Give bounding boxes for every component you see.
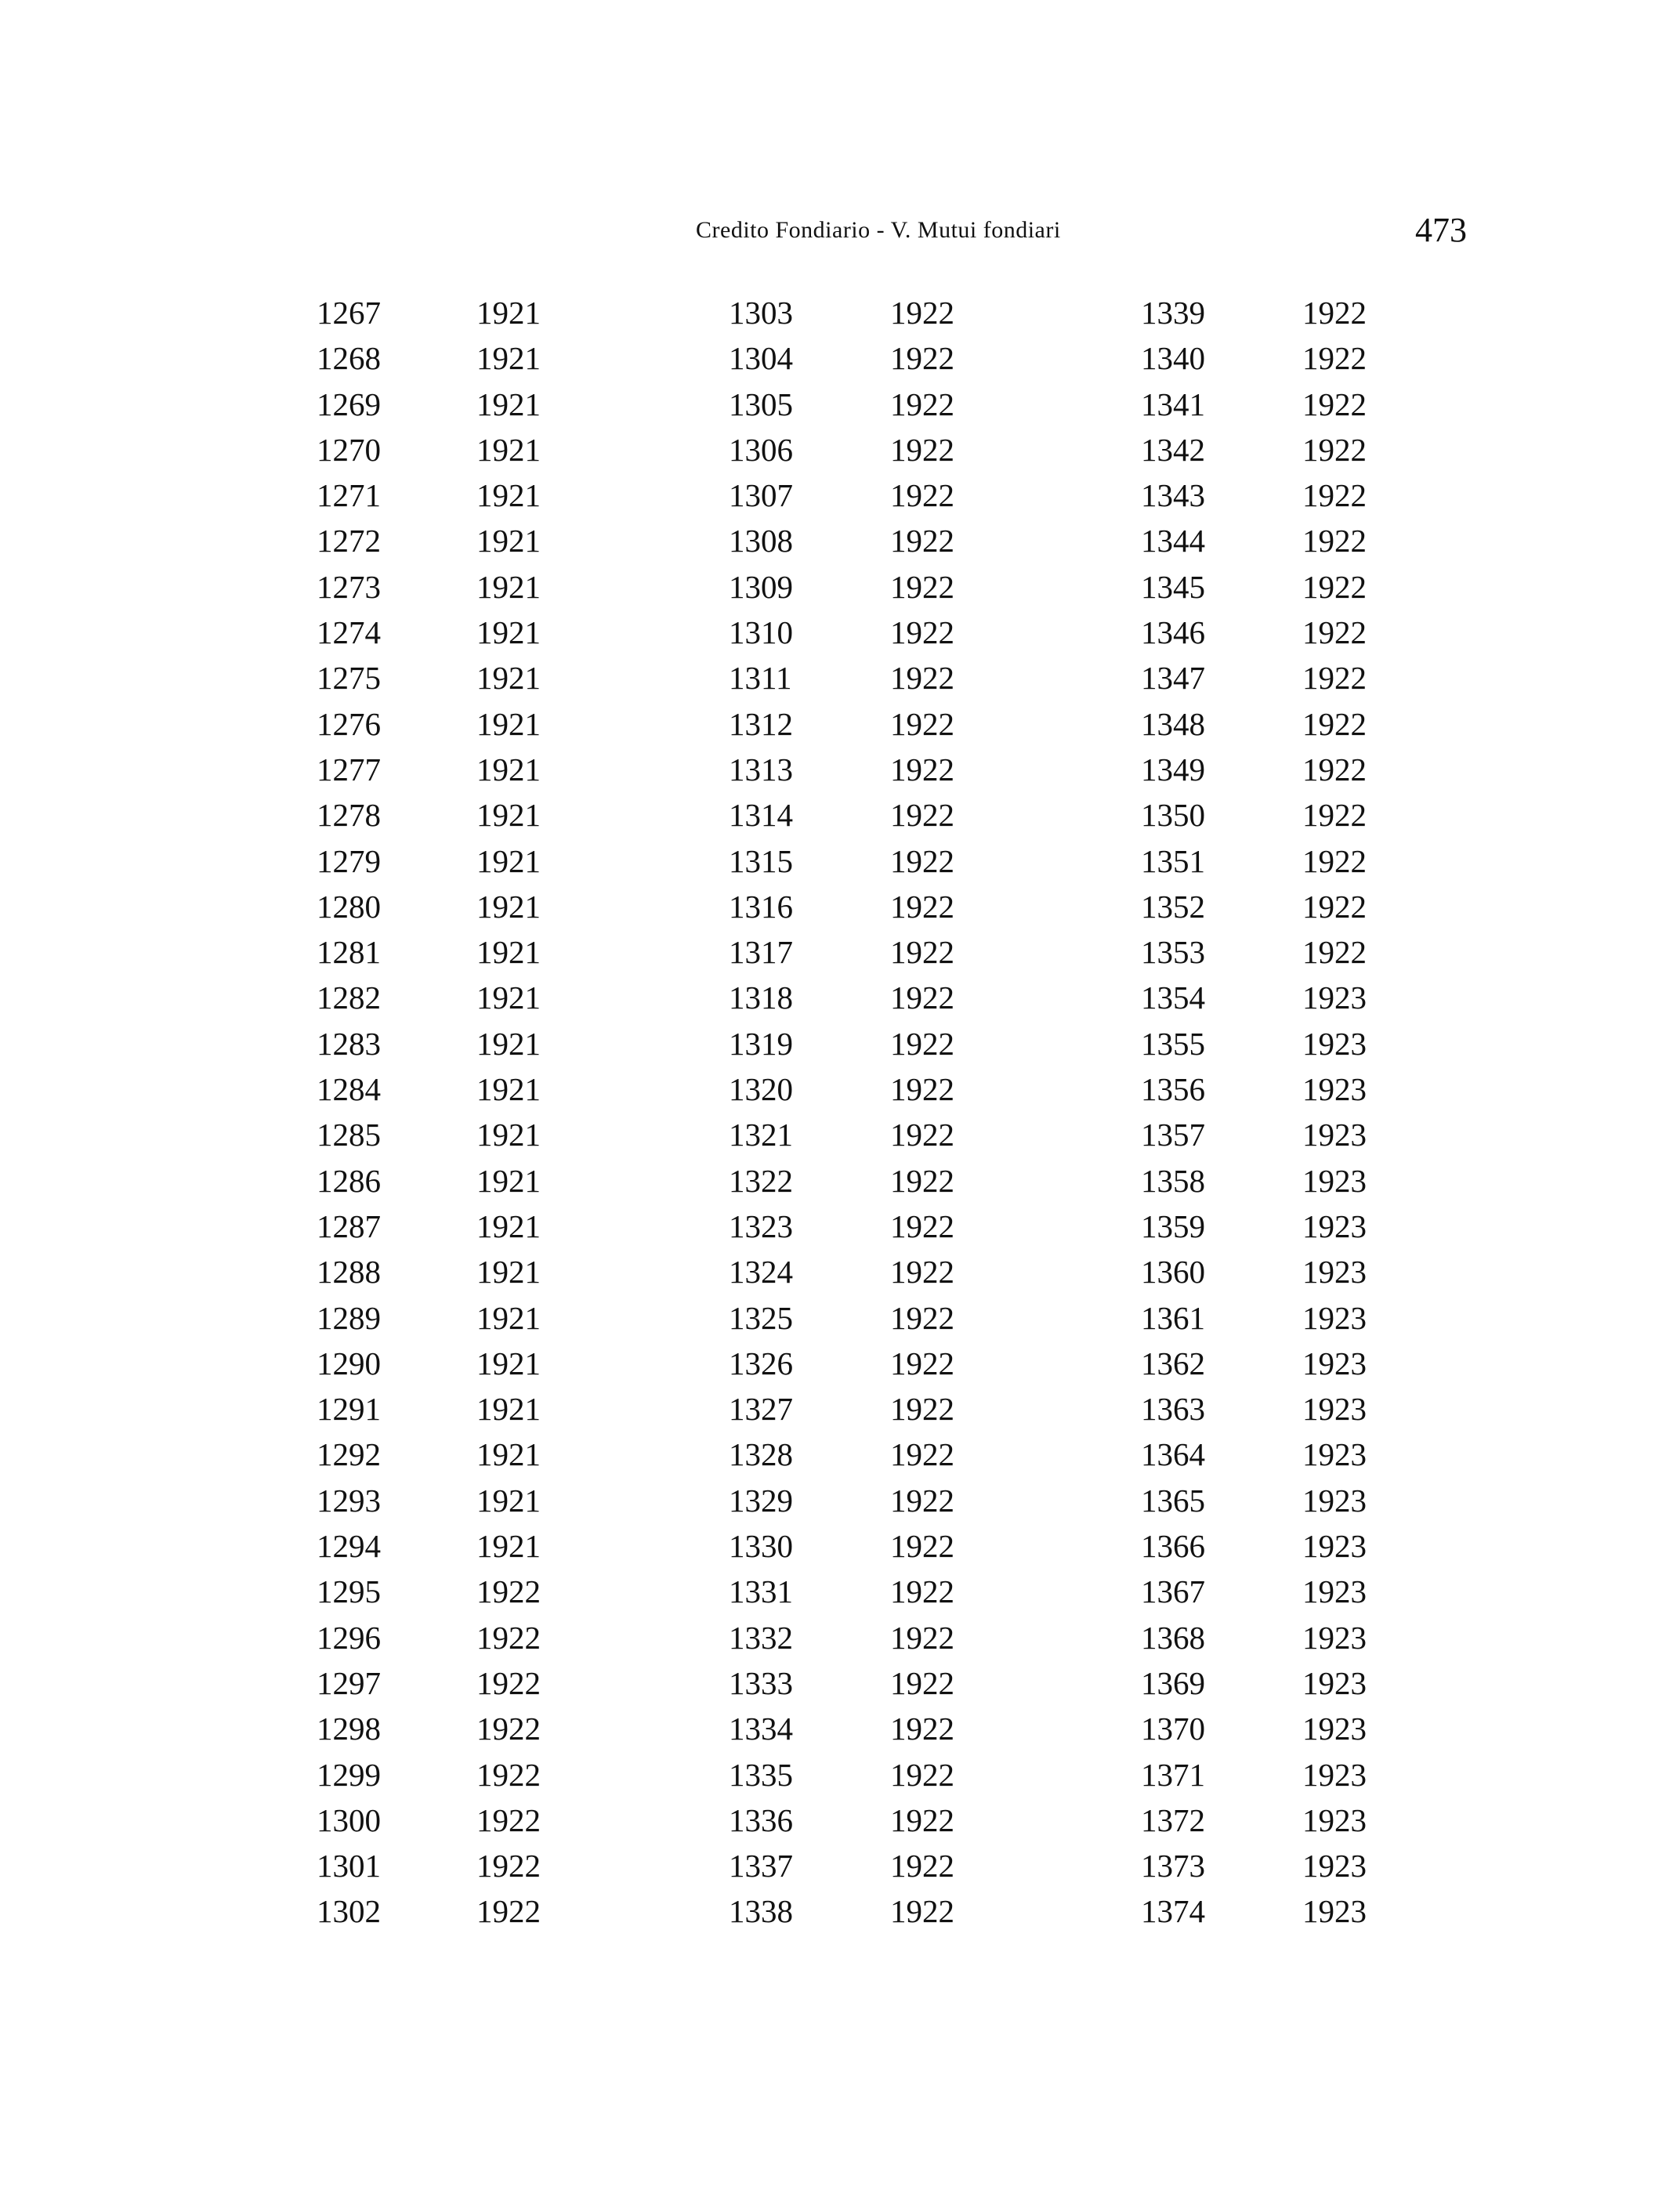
loan-year: 1921 — [476, 568, 541, 605]
loan-number: 1361 — [1141, 1299, 1205, 1336]
loan-year: 1922 — [890, 1528, 954, 1565]
loan-number: 1348 — [1141, 705, 1205, 742]
loan-year: 1922 — [1302, 705, 1367, 742]
loan-number: 1338 — [729, 1893, 793, 1930]
loan-number: 1328 — [729, 1436, 793, 1473]
loan-number: 1320 — [729, 1071, 793, 1108]
loan-year: 1921 — [476, 751, 541, 787]
loan-number: 1321 — [729, 1117, 793, 1153]
loan-number: 1305 — [729, 386, 793, 422]
loan-year: 1923 — [1302, 979, 1367, 1016]
loan-year: 1921 — [476, 1391, 541, 1428]
loan-number: 1315 — [729, 842, 793, 879]
loan-year: 1921 — [476, 842, 541, 879]
loan-number: 1316 — [729, 888, 793, 925]
loan-year: 1921 — [476, 934, 541, 971]
loan-year: 1921 — [476, 295, 541, 331]
loan-year: 1922 — [890, 1893, 954, 1930]
loan-number: 1269 — [317, 386, 381, 422]
loan-year: 1922 — [1302, 888, 1367, 925]
loan-year: 1922 — [890, 1025, 954, 1062]
loan-number: 1344 — [1141, 523, 1205, 559]
loan-year: 1923 — [1302, 1299, 1367, 1336]
loan-number: 1356 — [1141, 1071, 1205, 1108]
loan-number: 1273 — [317, 568, 381, 605]
loan-year: 1922 — [890, 660, 954, 697]
loan-number: 1285 — [317, 1117, 381, 1153]
loan-number: 1365 — [1141, 1482, 1205, 1519]
loan-year: 1922 — [1302, 340, 1367, 377]
loan-year: 1922 — [890, 477, 954, 514]
loan-number: 1270 — [317, 431, 381, 468]
loan-number: 1296 — [317, 1619, 381, 1656]
loan-number: 1292 — [317, 1436, 381, 1473]
loan-year: 1923 — [1302, 1391, 1367, 1428]
loan-number: 1355 — [1141, 1025, 1205, 1062]
loan-number: 1268 — [317, 340, 381, 377]
loan-number: 1319 — [729, 1025, 793, 1062]
loan-year: 1922 — [890, 1162, 954, 1199]
loan-year: 1922 — [1302, 431, 1367, 468]
loan-year: 1922 — [1302, 797, 1367, 834]
loan-number: 1274 — [317, 614, 381, 651]
loan-year: 1922 — [890, 1391, 954, 1428]
loan-number: 1327 — [729, 1391, 793, 1428]
loan-year: 1921 — [476, 1299, 541, 1336]
loan-year: 1922 — [476, 1573, 541, 1610]
loan-number: 1318 — [729, 979, 793, 1016]
loan-number: 1346 — [1141, 614, 1205, 651]
loan-number: 1332 — [729, 1619, 793, 1656]
loan-number: 1278 — [317, 797, 381, 834]
loan-year: 1922 — [890, 523, 954, 559]
loan-year: 1923 — [1302, 1801, 1367, 1838]
loan-year: 1922 — [476, 1756, 541, 1793]
loan-year: 1921 — [476, 340, 541, 377]
loan-year: 1923 — [1302, 1436, 1367, 1473]
loan-number: 1286 — [317, 1162, 381, 1199]
loan-year: 1922 — [476, 1848, 541, 1884]
loan-year: 1923 — [1302, 1573, 1367, 1610]
loan-number: 1311 — [729, 660, 792, 697]
loan-year: 1922 — [890, 1848, 954, 1884]
loan-number: 1352 — [1141, 888, 1205, 925]
loan-year: 1922 — [476, 1711, 541, 1747]
loan-year: 1922 — [1302, 295, 1367, 331]
loan-number: 1275 — [317, 660, 381, 697]
loan-number: 1303 — [729, 295, 793, 331]
loan-number: 1290 — [317, 1345, 381, 1381]
loan-number: 1287 — [317, 1207, 381, 1244]
loan-number: 1354 — [1141, 979, 1205, 1016]
loan-number: 1360 — [1141, 1254, 1205, 1291]
running-head: Credito Fondiario - V. Mutui fondiari — [696, 217, 1061, 243]
loan-number: 1345 — [1141, 568, 1205, 605]
loan-number: 1353 — [1141, 934, 1205, 971]
loan-number: 1317 — [729, 934, 793, 971]
loan-year: 1923 — [1302, 1711, 1367, 1747]
loan-year: 1921 — [476, 797, 541, 834]
loan-year: 1922 — [1302, 477, 1367, 514]
loan-year: 1921 — [476, 1436, 541, 1473]
loan-year: 1921 — [476, 386, 541, 422]
loan-year: 1921 — [476, 705, 541, 742]
loan-year: 1922 — [1302, 523, 1367, 559]
loan-year: 1922 — [1302, 386, 1367, 422]
loan-year: 1921 — [476, 614, 541, 651]
loan-number: 1293 — [317, 1482, 381, 1519]
loan-year: 1922 — [890, 1299, 954, 1336]
loan-number: 1295 — [317, 1573, 381, 1610]
loan-year: 1923 — [1302, 1025, 1367, 1062]
loan-year: 1922 — [1302, 568, 1367, 605]
loan-number: 1312 — [729, 705, 793, 742]
loan-number: 1357 — [1141, 1117, 1205, 1153]
loan-number: 1272 — [317, 523, 381, 559]
loan-year: 1922 — [890, 1482, 954, 1519]
loan-year: 1922 — [890, 979, 954, 1016]
loan-number: 1300 — [317, 1801, 381, 1838]
loan-year: 1922 — [890, 797, 954, 834]
loan-number: 1343 — [1141, 477, 1205, 514]
loan-number: 1276 — [317, 705, 381, 742]
loan-year: 1922 — [476, 1893, 541, 1930]
loan-year: 1921 — [476, 660, 541, 697]
loan-number: 1302 — [317, 1893, 381, 1930]
loan-number: 1294 — [317, 1528, 381, 1565]
loan-year: 1922 — [890, 340, 954, 377]
loan-year: 1923 — [1302, 1619, 1367, 1656]
loan-number: 1337 — [729, 1848, 793, 1884]
loan-number: 1362 — [1141, 1345, 1205, 1381]
loan-number: 1283 — [317, 1025, 381, 1062]
loan-year: 1922 — [890, 842, 954, 879]
loan-year: 1922 — [890, 1711, 954, 1747]
loan-year: 1923 — [1302, 1071, 1367, 1108]
loan-number: 1301 — [317, 1848, 381, 1884]
loan-number: 1289 — [317, 1299, 381, 1336]
loan-year: 1922 — [1302, 934, 1367, 971]
loan-number: 1299 — [317, 1756, 381, 1793]
loan-year: 1922 — [890, 614, 954, 651]
loan-year: 1921 — [476, 888, 541, 925]
loan-year: 1922 — [890, 1345, 954, 1381]
loan-number: 1370 — [1141, 1711, 1205, 1747]
loan-year: 1922 — [890, 888, 954, 925]
loan-year: 1923 — [1302, 1893, 1367, 1930]
loan-number: 1298 — [317, 1711, 381, 1747]
loan-year: 1923 — [1302, 1848, 1367, 1884]
loan-year: 1923 — [1302, 1207, 1367, 1244]
loan-year: 1922 — [890, 1207, 954, 1244]
loan-year: 1921 — [476, 477, 541, 514]
loan-year: 1921 — [476, 1207, 541, 1244]
loan-number: 1364 — [1141, 1436, 1205, 1473]
loan-year: 1922 — [890, 568, 954, 605]
loan-year: 1923 — [1302, 1254, 1367, 1291]
loan-number: 1342 — [1141, 431, 1205, 468]
loan-number: 1282 — [317, 979, 381, 1016]
loan-year: 1922 — [476, 1619, 541, 1656]
loan-year: 1922 — [890, 1756, 954, 1793]
loan-number: 1363 — [1141, 1391, 1205, 1428]
loan-year: 1922 — [890, 295, 954, 331]
loan-year: 1922 — [890, 1436, 954, 1473]
loan-number: 1335 — [729, 1756, 793, 1793]
loan-number: 1371 — [1141, 1756, 1205, 1793]
loan-year: 1922 — [1302, 614, 1367, 651]
loan-number: 1340 — [1141, 340, 1205, 377]
loan-year: 1923 — [1302, 1528, 1367, 1565]
loan-year: 1922 — [890, 751, 954, 787]
loan-year: 1921 — [476, 1254, 541, 1291]
loan-number: 1373 — [1141, 1848, 1205, 1884]
loan-year: 1922 — [890, 1664, 954, 1701]
loan-year: 1921 — [476, 523, 541, 559]
loan-number: 1358 — [1141, 1162, 1205, 1199]
loan-year: 1921 — [476, 1025, 541, 1062]
loan-number: 1349 — [1141, 751, 1205, 787]
loan-number: 1331 — [729, 1573, 793, 1610]
loan-number: 1271 — [317, 477, 381, 514]
loan-year: 1923 — [1302, 1756, 1367, 1793]
loan-number: 1334 — [729, 1711, 793, 1747]
loan-year: 1921 — [476, 1482, 541, 1519]
loan-number: 1288 — [317, 1254, 381, 1291]
loan-number: 1368 — [1141, 1619, 1205, 1656]
loan-year: 1922 — [1302, 842, 1367, 879]
loan-number: 1333 — [729, 1664, 793, 1701]
loan-year: 1921 — [476, 431, 541, 468]
loan-number: 1350 — [1141, 797, 1205, 834]
loan-year: 1923 — [1302, 1482, 1367, 1519]
loan-year: 1922 — [890, 1254, 954, 1291]
loan-year: 1923 — [1302, 1117, 1367, 1153]
loan-year: 1922 — [890, 1117, 954, 1153]
loan-number: 1277 — [317, 751, 381, 787]
loan-year: 1922 — [890, 934, 954, 971]
loan-number: 1339 — [1141, 295, 1205, 331]
loan-year: 1923 — [1302, 1162, 1367, 1199]
loan-number: 1366 — [1141, 1528, 1205, 1565]
loan-year: 1923 — [1302, 1664, 1367, 1701]
loan-year: 1923 — [1302, 1345, 1367, 1381]
loan-number: 1308 — [729, 523, 793, 559]
loan-number: 1374 — [1141, 1893, 1205, 1930]
loan-number: 1325 — [729, 1299, 793, 1336]
loan-number: 1372 — [1141, 1801, 1205, 1838]
loan-year: 1922 — [1302, 751, 1367, 787]
loan-year: 1922 — [890, 1801, 954, 1838]
loan-number: 1330 — [729, 1528, 793, 1565]
loan-number: 1347 — [1141, 660, 1205, 697]
loan-number: 1369 — [1141, 1664, 1205, 1701]
loan-number: 1306 — [729, 431, 793, 468]
loan-number: 1291 — [317, 1391, 381, 1428]
loan-number: 1322 — [729, 1162, 793, 1199]
loan-year: 1921 — [476, 1345, 541, 1381]
loan-year: 1922 — [1302, 660, 1367, 697]
loan-year: 1922 — [476, 1801, 541, 1838]
loan-year: 1922 — [890, 1619, 954, 1656]
page-number: 473 — [1415, 211, 1467, 249]
loan-number: 1284 — [317, 1071, 381, 1108]
loan-number: 1314 — [729, 797, 793, 834]
loan-year: 1922 — [890, 705, 954, 742]
loan-number: 1267 — [317, 295, 381, 331]
loan-number: 1367 — [1141, 1573, 1205, 1610]
loan-year: 1922 — [476, 1664, 541, 1701]
loan-number: 1280 — [317, 888, 381, 925]
loan-number: 1309 — [729, 568, 793, 605]
loan-year: 1921 — [476, 1071, 541, 1108]
loan-number: 1324 — [729, 1254, 793, 1291]
loan-number: 1313 — [729, 751, 793, 787]
loan-number: 1297 — [317, 1664, 381, 1701]
loan-year: 1921 — [476, 1528, 541, 1565]
loan-number: 1359 — [1141, 1207, 1205, 1244]
loan-number: 1279 — [317, 842, 381, 879]
loan-number: 1323 — [729, 1207, 793, 1244]
loan-number: 1281 — [317, 934, 381, 971]
loan-number: 1341 — [1141, 386, 1205, 422]
loan-year: 1921 — [476, 979, 541, 1016]
loan-number: 1329 — [729, 1482, 793, 1519]
loan-number: 1351 — [1141, 842, 1205, 879]
loan-number: 1304 — [729, 340, 793, 377]
loan-year: 1922 — [890, 431, 954, 468]
loan-number: 1310 — [729, 614, 793, 651]
loan-number: 1326 — [729, 1345, 793, 1381]
loan-number: 1336 — [729, 1801, 793, 1838]
loan-year: 1922 — [890, 1573, 954, 1610]
loan-year: 1922 — [890, 1071, 954, 1108]
loan-year: 1921 — [476, 1162, 541, 1199]
loan-year: 1921 — [476, 1117, 541, 1153]
loan-year: 1922 — [890, 386, 954, 422]
loan-number: 1307 — [729, 477, 793, 514]
